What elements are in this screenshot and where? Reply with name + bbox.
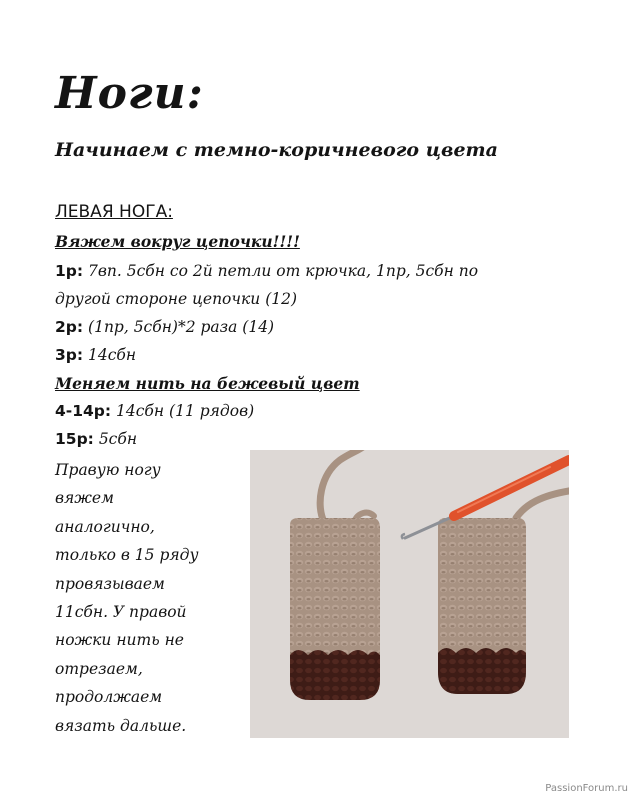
row-text: (1пр, 5сбн)*2 раза (14) (88, 318, 275, 336)
instruction-row (55, 346, 136, 364)
row-text: 14сбн (11 рядов) (116, 402, 255, 420)
note-line: вяжем (55, 489, 114, 508)
crochet-legs-photo (250, 450, 569, 738)
instruction-row-continued (55, 290, 297, 308)
note-line: ножки нить не (55, 631, 184, 650)
row-label: 4-14р: (55, 402, 112, 420)
row-label: 2р: (55, 318, 84, 336)
instruction-row (55, 402, 254, 420)
instruction-row (55, 318, 274, 336)
note-line: 11сбн. У правой (55, 603, 187, 622)
note-line: продолжаем (55, 688, 163, 707)
note-line: провязываем (55, 574, 165, 593)
right-leg (438, 518, 526, 694)
watermark: PassionForum.ru (545, 783, 628, 794)
row-text: 7вп. 5сбн со 2й петли от крючка, 1пр, 5сбн по (88, 262, 479, 280)
note-line: аналогично, (55, 517, 155, 536)
crochet-legs-illustration (250, 450, 569, 738)
note-line: Правую ногу (55, 461, 161, 479)
section-title: ЛЕВАЯ НОГА: (55, 202, 173, 222)
page-title: Ноги: (55, 68, 204, 119)
left-leg (290, 518, 380, 700)
row-label: 1р: (55, 262, 84, 280)
row-label: 15р: (55, 430, 94, 448)
note-line: отрезаем, (55, 659, 143, 678)
note-line: вязать дальше. (55, 716, 187, 735)
instruction-heading: Меняем нить на бежевый цвет (55, 374, 360, 393)
instruction-heading: Вяжем вокруг цепочки!!!! (55, 232, 300, 251)
row-text: другой стороне цепочки (12) (55, 290, 298, 308)
row-label: 3р: (55, 346, 84, 364)
instruction-row (55, 262, 478, 280)
row-text: 14сбн (88, 346, 137, 364)
right-leg-note (55, 456, 245, 740)
left-yarn-tail (320, 450, 364, 522)
row-text: 5сбн (98, 430, 138, 448)
note-line: только в 15 ряду (55, 546, 199, 565)
instruction-row (55, 430, 137, 448)
right-yarn-tail (516, 490, 569, 518)
page-subtitle: Начинаем с темно-коричневого цвета (55, 139, 498, 161)
